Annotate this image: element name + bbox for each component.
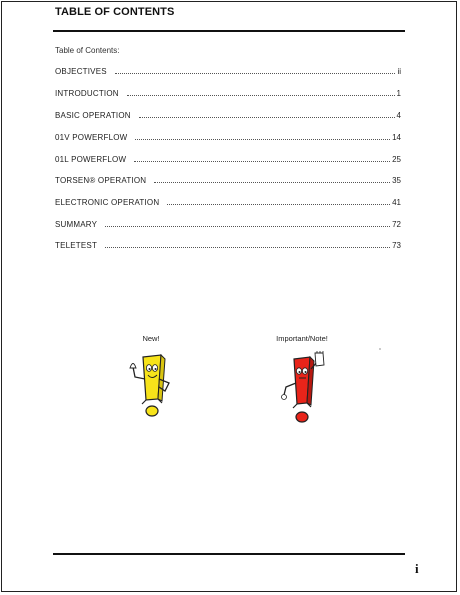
toc-entry-torsen-operation[interactable] (55, 174, 401, 186)
yellow-exclamation-mascot-icon (121, 351, 181, 421)
toc-entry-label: INTRODUCTION (55, 89, 119, 98)
legend-important-label: Important/Note! (276, 334, 328, 343)
toc-entry-page: 35 (392, 176, 401, 185)
toc-entry-label: BASIC OPERATION (55, 111, 131, 120)
toc-entry-teletest[interactable] (55, 239, 401, 251)
toc-entry-label: OBJECTIVES (55, 67, 107, 76)
page-number: i (415, 561, 419, 576)
legend-important (262, 334, 342, 427)
footer-divider (53, 553, 405, 555)
toc-entry-label: TORSEN® OPERATION (55, 176, 147, 185)
dot-leader (135, 139, 390, 140)
toc-entry-label: ELECTRONIC OPERATION (55, 198, 160, 207)
toc-entry-objectives[interactable] (55, 65, 401, 77)
red-exclamation-mascot-icon (272, 351, 332, 427)
legend-new (113, 334, 189, 421)
toc-entry-page: 4 (396, 111, 401, 120)
dot-leader (115, 73, 396, 74)
toc-entry-page: 1 (396, 89, 401, 98)
dot-leader (139, 117, 395, 118)
toc-entry-01l-powerflow[interactable] (55, 153, 401, 165)
toc-entry-page: 41 (392, 198, 401, 207)
page-title: TABLE OF CONTENTS (55, 6, 175, 18)
toc-entry-summary[interactable] (55, 218, 401, 230)
toc-entry-page: 72 (392, 220, 401, 229)
header-divider (53, 30, 405, 32)
toc-entry-introduction[interactable] (55, 87, 401, 99)
toc-entry-label: 01V POWERFLOW (55, 133, 128, 142)
dot-leader (105, 247, 390, 248)
legend-new-label: New! (142, 334, 160, 343)
dot-leader (127, 95, 395, 96)
toc-entry-01v-powerflow[interactable] (55, 131, 401, 143)
dot-leader (167, 204, 390, 205)
toc-entry-page: ii (397, 67, 401, 76)
dot-leader (105, 226, 390, 227)
scan-speck (379, 348, 381, 350)
toc-entry-label: 01L POWERFLOW (55, 155, 127, 164)
toc-entry-page: 25 (392, 155, 401, 164)
dot-leader (134, 161, 390, 162)
toc-entry-basic-operation[interactable] (55, 109, 401, 121)
toc-entry-electronic-operation[interactable] (55, 196, 401, 208)
toc-entry-page: 73 (392, 241, 401, 250)
dot-leader (154, 182, 390, 183)
toc-intro: Table of Contents: (55, 46, 120, 55)
toc-entry-label: SUMMARY (55, 220, 98, 229)
toc-entry-label: TELETEST (55, 241, 98, 250)
toc-entry-page: 14 (392, 133, 401, 142)
